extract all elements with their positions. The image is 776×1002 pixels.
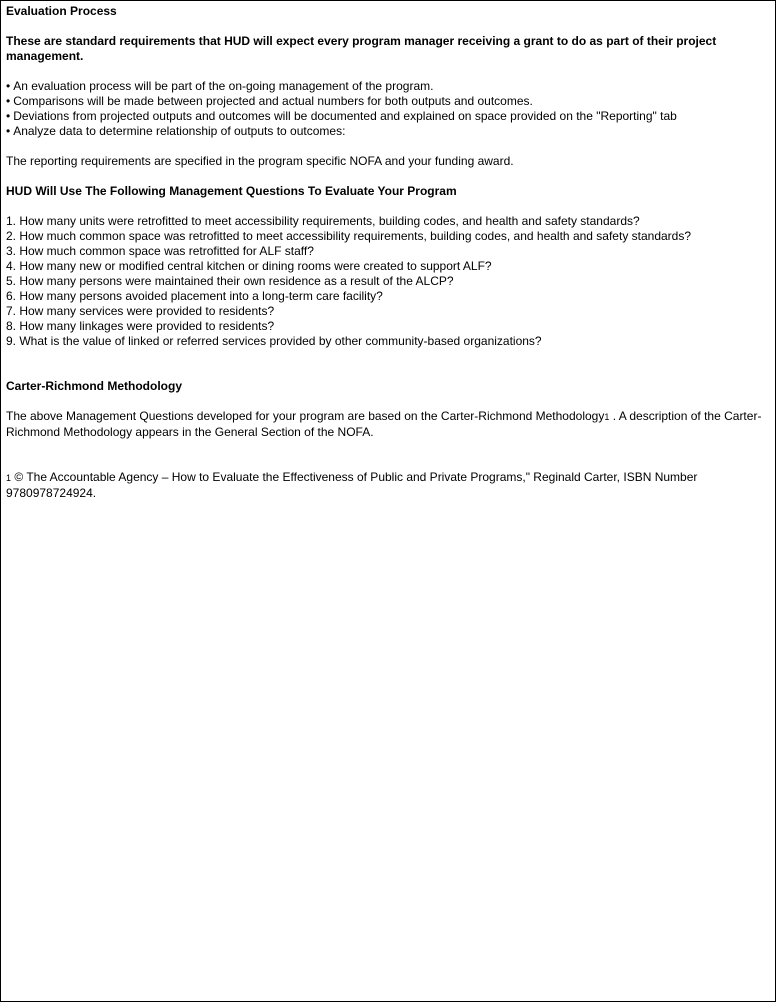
question-item: 4. How many new or modified central kitchen or dining rooms were created to support ALF? [6, 259, 492, 273]
bullet-text: An evaluation process will be part of the on-going management of the program. [13, 79, 434, 93]
question-item: 5. How many persons were maintained their own residence as a result of the ALCP? [6, 274, 454, 288]
methodology-paragraph [6, 409, 769, 440]
bullet-item [6, 79, 769, 94]
question-item: 2. How much common space was retrofitted to meet accessibility requirements, building codes, and health and safety standards? [6, 229, 692, 243]
bullet-item [6, 124, 769, 139]
reporting-note: The reporting requirements are specified in the program specific NOFA and your funding award. [6, 154, 514, 168]
bullet-text: Analyze data to determine relationship of outputs to outcomes: [13, 124, 346, 138]
bullet-item [6, 94, 769, 109]
bullet-item [6, 109, 769, 124]
questions-list [6, 214, 769, 349]
bullet-icon: • [6, 94, 11, 108]
bullet-icon: • [6, 79, 11, 93]
question-item: 9. What is the value of linked or referred services provided by other community-based organizations? [6, 334, 542, 348]
question-item: 6. How many persons avoided placement into a long-term care facility? [6, 289, 383, 303]
methodology-heading: Carter-Richmond Methodology [6, 379, 182, 393]
questions-heading: HUD Will Use The Following Management Questions To Evaluate Your Program [6, 184, 457, 198]
page-title: Evaluation Process [6, 4, 117, 18]
intro-paragraph: These are standard requirements that HUD will expect every program manager receiving a grant to do as part of their project management. [6, 34, 717, 63]
footnote-marker: 1 [6, 473, 12, 483]
bullet-list [6, 79, 769, 139]
methodology-text-after: . A description of the Carter-Richmond Methodology appears in the General Section of the NOFA. [6, 409, 762, 439]
bullet-icon: • [6, 124, 11, 138]
question-item: 3. How much common space was retrofitted for ALF staff? [6, 244, 314, 258]
footnote-reference-marker: 1 [604, 412, 610, 422]
bullet-icon: • [6, 109, 11, 123]
question-item: 7. How many services were provided to residents? [6, 304, 275, 318]
footnote [6, 470, 769, 501]
question-item: 1. How many units were retrofitted to meet accessibility requirements, building codes, and health and safety standards? [6, 214, 640, 228]
bullet-text: Comparisons will be made between projected and actual numbers for both outputs and outcomes. [13, 94, 533, 108]
footnote-text: © The Accountable Agency – How to Evaluate the Effectiveness of Public and Private Programs," Reginald Carter, ISBN Number 9780978724924. [6, 470, 698, 500]
question-item: 8. How many linkages were provided to residents? [6, 319, 275, 333]
methodology-text-before: The above Management Questions developed for your program are based on the Carter-Richmond Methodology [6, 409, 605, 423]
bullet-text: Deviations from projected outputs and outcomes will be documented and explained on space provided on the "Reporting" tab [13, 109, 677, 123]
